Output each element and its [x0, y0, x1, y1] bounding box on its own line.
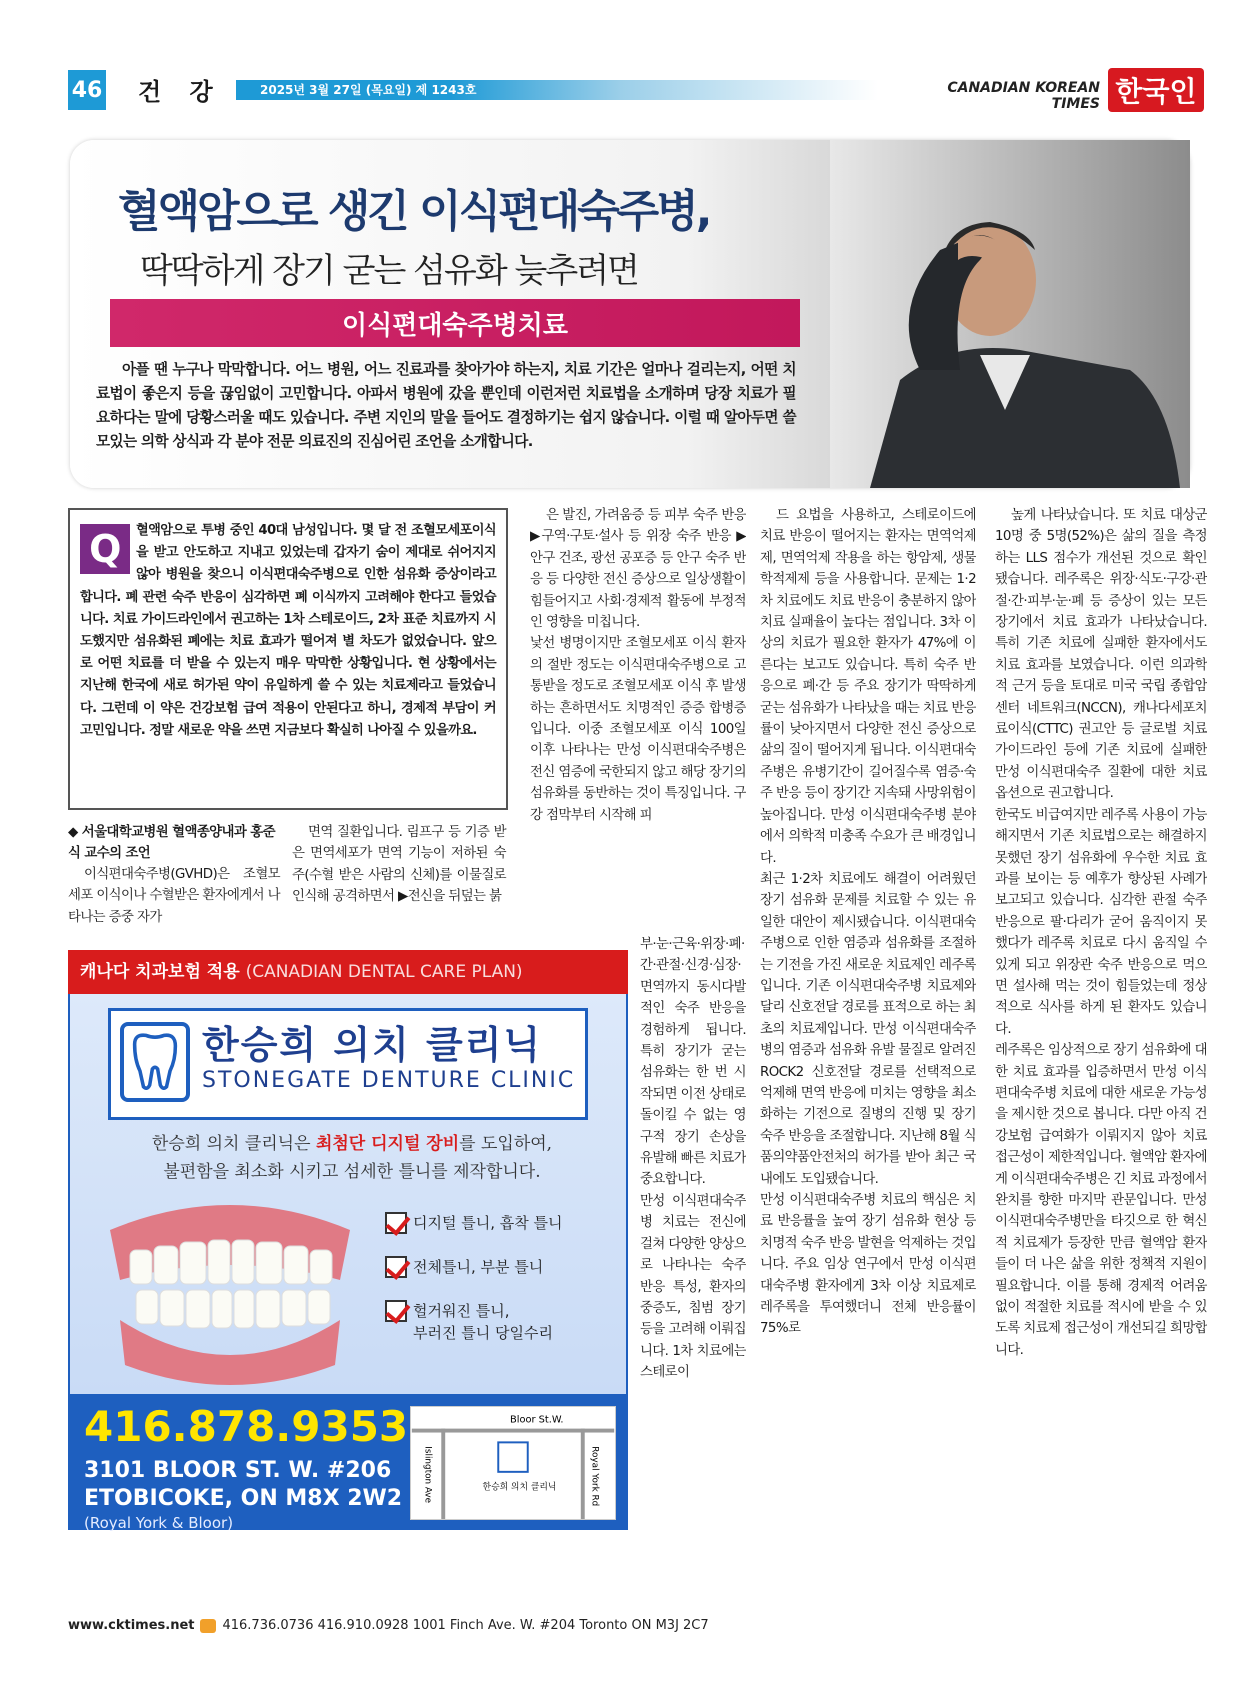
tooth-icon — [120, 1022, 190, 1102]
clinic-name-kr: 한승희 의치 클리닉 — [202, 1023, 543, 1067]
ad-desc-highlight: 최첨단 디지털 장비 — [315, 1134, 460, 1154]
map-clinic-label: 한승희 의치 클리닉 — [482, 1482, 557, 1493]
page-number: 46 — [68, 70, 106, 110]
ad-banner-kr: 캐나다 치과보험 적용 — [80, 962, 240, 982]
clinic-name-en: STONEGATE DENTURE CLINIC — [202, 1068, 576, 1093]
clinic-address-line-1: 3101 BLOOR ST. W. #206 — [84, 1458, 392, 1483]
footer-website[interactable]: www.cktimes.net — [68, 1618, 195, 1633]
footer — [68, 1618, 709, 1633]
sub-headline: 딱딱하게 장기 굳는 섬유화 늦추려면 — [140, 251, 638, 291]
ad-desc-2: 를 도입하여, — [459, 1134, 553, 1154]
check-icon — [385, 1300, 407, 1322]
date-issue-bar: 2025년 3월 27일 (목요일) 제 1243호 — [236, 80, 1092, 100]
footer-contact: 416.736.0736 416.910.0928 1001 Finch Ave. W. #204 Toronto ON M3J 2C7 — [222, 1618, 709, 1633]
question-text: 혈액암으로 투병 중인 40대 남성입니다. 몇 달 전 조혈모세포이식을 받고 안도하고 지내고 있었는데 갑자기 숨이 제대로 쉬어지지 않아 병원을 찾으니 이식편대숙주병으로 인한 섬유화 증상이라고 합니다. 폐 관련 숙주 반응이 심각하면 폐 이식까지 고려해야 한다고 들었습니다. 치료 가이드라인에서 권고하는 1차 스테로이드, 2차 표준 치료까지 시도했지만 섬유화된 폐에는 치료 효과가 떨어져 별 차도가 없었습니다. 앞으로 어떤 치료를 더 받을 수 있는지 매우 막막한 상황입니다. 현 상황에서는 지난해 한국에 새로 허가된 약이 유일하게 쓸 수 있는 치료제라고 들었습니다. 그런데 이 약은 건강보험 급여 적용이 안된다고 하니, 경제적 부담이 커 고민입니다. 정말 새로운 약을 쓰면 지금보다 확실히 나아질 수 있을까요. — [80, 523, 496, 738]
phone-icon — [200, 1619, 216, 1633]
article-column-3-narrow: 부·눈·근육·위장·폐·간·관절·신경·심장·면역까지 동시다발적인 숙주 반응을 경험하게 됩니다. 특히 장기가 굳는 섬유화는 한 번 시작되면 이전 상태로 돌이킬 수 없는 영구적 장기 손상을 유발해 빠른 치료가 중요합니다. 만성 이식편대숙주병 치료는 전신에 걸쳐 다양한 양상으로 나타나는 숙주 반응 특성, 환자의 중증도, 침범 장기 등을 고려해 이뤄집니다. 1차 치료에는 스테로이 — [640, 937, 746, 1381]
worried-man-photo — [830, 140, 1190, 488]
clinic-phone: 416.878.9353 — [84, 1402, 409, 1451]
clinic-address-line-2: ETOBICOKE, ON M8X 2W2 — [84, 1486, 403, 1511]
check-icon — [385, 1212, 407, 1234]
section-title: 건 강 — [138, 78, 223, 106]
clinic-address-line-3: (Royal York & Bloor) — [84, 1514, 234, 1532]
ad-description — [92, 1130, 612, 1186]
map-street-top: Bloor St.W. — [510, 1414, 564, 1426]
location-map — [410, 1406, 616, 1520]
topic-band: 이식편대숙주병치료 — [110, 299, 800, 347]
paper-name-en: CANADIAN KOREAN TIMES — [947, 80, 1100, 112]
feature-label: 전체틀니, 부분 틀니 — [413, 1258, 544, 1276]
article-column-3: 은 발진, 가려움증 등 피부 숙주 반응 ▶구역·구토·설사 등 위장 숙주 반응 ▶안구 건조, 광선 공포증 등 안구 숙주 반응 등 다양한 전신 증상으로 일상생활이 힘들어지고 사회·경제적 활동에 부정적인 영향을 미칩니다. 낯선 병명이지만 조혈모세포 이식 환자의 절반 정도는 이식편대숙주병으로 고통받을 정도로 조혈모세포 이식 후 발생하는 흔하면서도 치명적인 증증 합병증입니다. 이중 조혈모세포 이식 100일 이후 나타나는 만성 이식편대숙주병은 전신 염증에 국한되지 않고 해당 장기의 섬유화를 동반하는 것이 특징입니다. 구강 점막부터 시작해 피 — [530, 508, 746, 823]
question-box — [68, 508, 508, 810]
paper-logo: 한국인 — [1108, 68, 1204, 112]
headline: 혈액암으로 생긴 이식편대숙주병, — [118, 186, 710, 237]
ad-banner — [68, 950, 628, 994]
feature-label: 디지털 틀니, 흡착 틀니 — [413, 1214, 563, 1232]
feature-item-1 — [385, 1212, 562, 1234]
q-badge: Q — [80, 524, 130, 574]
ad-banner-en: (CANADIAN DENTAL CARE PLAN) — [245, 962, 523, 982]
feature-item-2 — [385, 1256, 543, 1278]
article-column-4: 드 요법을 사용하고, 스테로이드에 치료 반응이 떨어지는 환자는 면역억제제, 면역억제 작용을 하는 항암제, 생물학적제제 등을 사용합니다. 문제는 1·2차 치료에도 치료 반응이 충분하지 않아 치료 실패율이 높다는 점입니다. 3차 이상의 치료가 필요한 환자가 47%에 이른다는 보고도 있습니다. 특히 숙주 반응으로 폐·간 등 주요 장기가 딱딱하게 굳는 섬유화가 나타났을 때는 치료 반응률이 낮아지면서 다양한 전신 증상으로 삶의 질이 떨어지게 됩니다. 이식편대숙주병은 유병기간이 길어질수록 염증·숙주 반응 등이 장기간 지속돼 사망위험이 높아집니다. 만성 이식편대숙주병 분야에서 의학적 미충족 수요가 큰 배경입니다. 최근 1·2차 치료에도 해결이 어려웠던 장기 섬유화 문제를 치료할 수 있는 유일한 대안이 제시됐습니다. 이식편대숙주병으로 인한 염증과 섬유화를 조절하는 기전을 가진 새로운 치료제인 레주록입니다. 기존 이식편대숙주병 치료제와 달리 신호전달 경로를 표적으로 하는 최초의 치료제입니다. 만성 이식편대숙주병의 염증과 섬유화 유발 물질로 알려진 ROCK2 신호전달 경로를 선택적으로 억제해 면역 반응에 미치는 영향을 최소화하는 기전으로 질병의 진행 및 장기 숙주 반응을 조절합니다. 지난해 8월 식품의약품안전처의 허가를 받아 최근 국내에도 도입됐습니다. 만성 이식편대숙주병 치료의 핵심은 치료 반응률을 높여 장기 섬유화 현상 등 치명적 숙주 반응 발현을 억제하는 것입니다. 주요 임상 연구에서 만성 이식편대숙주병 환자에게 3차 이상 치료제로 레주록을 투여했더니 전체 반응률이 75%로 — [760, 508, 976, 1337]
ad-desc-3: 불편함을 최소화 시키고 섬세한 틀니를 제작합니다. — [163, 1162, 541, 1182]
map-street-left: Islington Ave — [422, 1446, 433, 1504]
feature-item-3 — [385, 1300, 553, 1344]
expert-byline: ◆ 서울대학교병원 혈액종양내과 홍준식 교수의 조언 — [68, 825, 275, 862]
article-column-2: 면역 질환입니다. 림프구 등 기증 받은 면역세포가 면역 기능이 저하된 숙주(수혈 받은 사람의 신체)를 이물질로 인식해 공격하면서 ▶전신을 뒤덮는 붉 — [292, 825, 506, 905]
check-icon — [385, 1256, 407, 1278]
map-street-right: Royal York Rd — [589, 1446, 600, 1507]
feature-label: 헐거워진 틀니, 부러진 틀니 당일수리 — [413, 1302, 553, 1342]
ad-desc-1: 한승희 의치 클리닉은 — [151, 1134, 316, 1154]
dentures-image — [90, 1190, 370, 1390]
article-column-5: 높게 나타났습니다. 또 치료 대상군 10명 중 5명(52%)은 삶의 질을 측정하는 LLS 점수가 개선된 것으로 확인됐습니다. 레주록은 위장·식도·구강·관절·간·피부·눈·폐 등 증상이 있는 모든 장기에서 치료 효과가 나타났습니다. 특히 기존 치료에 실패한 환자에서도 치료 효과를 보였습니다. 이런 의과학적 근거 등을 토대로 미국 국립 종합암센터 네트워크(NCCN), 캐나다세포치료이식(CTTC) 권고안 등 글로벌 치료 가이드라인 등에 기존 치료에 실패한 만성 이식편대숙주 질환에 대한 치료 옵션으로 권고합니다. 한국도 비급여지만 레주록 사용이 가능해지면서 기존 치료법으로는 해결하지 못했던 장기 섬유화에 우수한 치료 효과를 보이는 등 예후가 향상된 사례가 보고되고 있습니다. 심각한 관절 숙주 반응으로 팔·다리가 굳어 움직이지 못했다가 레주록 치료로 다시 움직일 수 있게 되고 위장관 숙주 반응으로 먹으면 설사해 먹는 것이 힘들었는데 정상적으로 식사를 하게 된 환자도 있습니다. 레주록은 임상적으로 장기 섬유화에 대한 치료 효과를 입증하면서 만성 이식편대숙주병 치료에 대한 새로운 가능성을 제시한 것으로 봅니다. 다만 아직 건강보험 급여화가 이뤄지지 않아 치료 접근성이 제한적입니다. 혈액암 환자에게 이식편대숙주병은 긴 치료 과정에서 완치를 향한 마지막 관문입니다. 만성 이식편대숙주병만을 타깃으로 한 혁신적 치료제가 등장한 만큼 혈액암 환자들이 더 나은 삶을 위한 정책적 지원이 필요합니다. 이를 통해 경제적 어려움 없이 적절한 치료를 적시에 받을 수 있도록 치료제 접근성이 개선되길 희망합니다. — [995, 508, 1207, 1358]
article-column-1: 이식편대숙주병(GVHD)은 조혈모세포 이식이나 수혈받은 환자에게서 나타나는 증중 자가 — [68, 867, 280, 925]
intro-paragraph: 아플 땐 누구나 막막합니다. 어느 병원, 어느 진료과를 찾아가야 하는지, 치료 기간은 얼마나 걸리는지, 어떤 치료법이 좋은지 등을 끊임없이 고민합니다. 아파서 병원에 갔을 뿐인데 이런저런 치료법을 소개하며 당장 치료가 필요하다는 말에 당황스러울 때도 있습니다. 주변 지인의 말을 들어도 결정하기는 쉽지 않습니다. 이럴 때 알아두면 쓸모있는 의학 상식과 각 분야 전문 의료진의 진심어린 조언을 소개합니다. — [96, 361, 796, 450]
